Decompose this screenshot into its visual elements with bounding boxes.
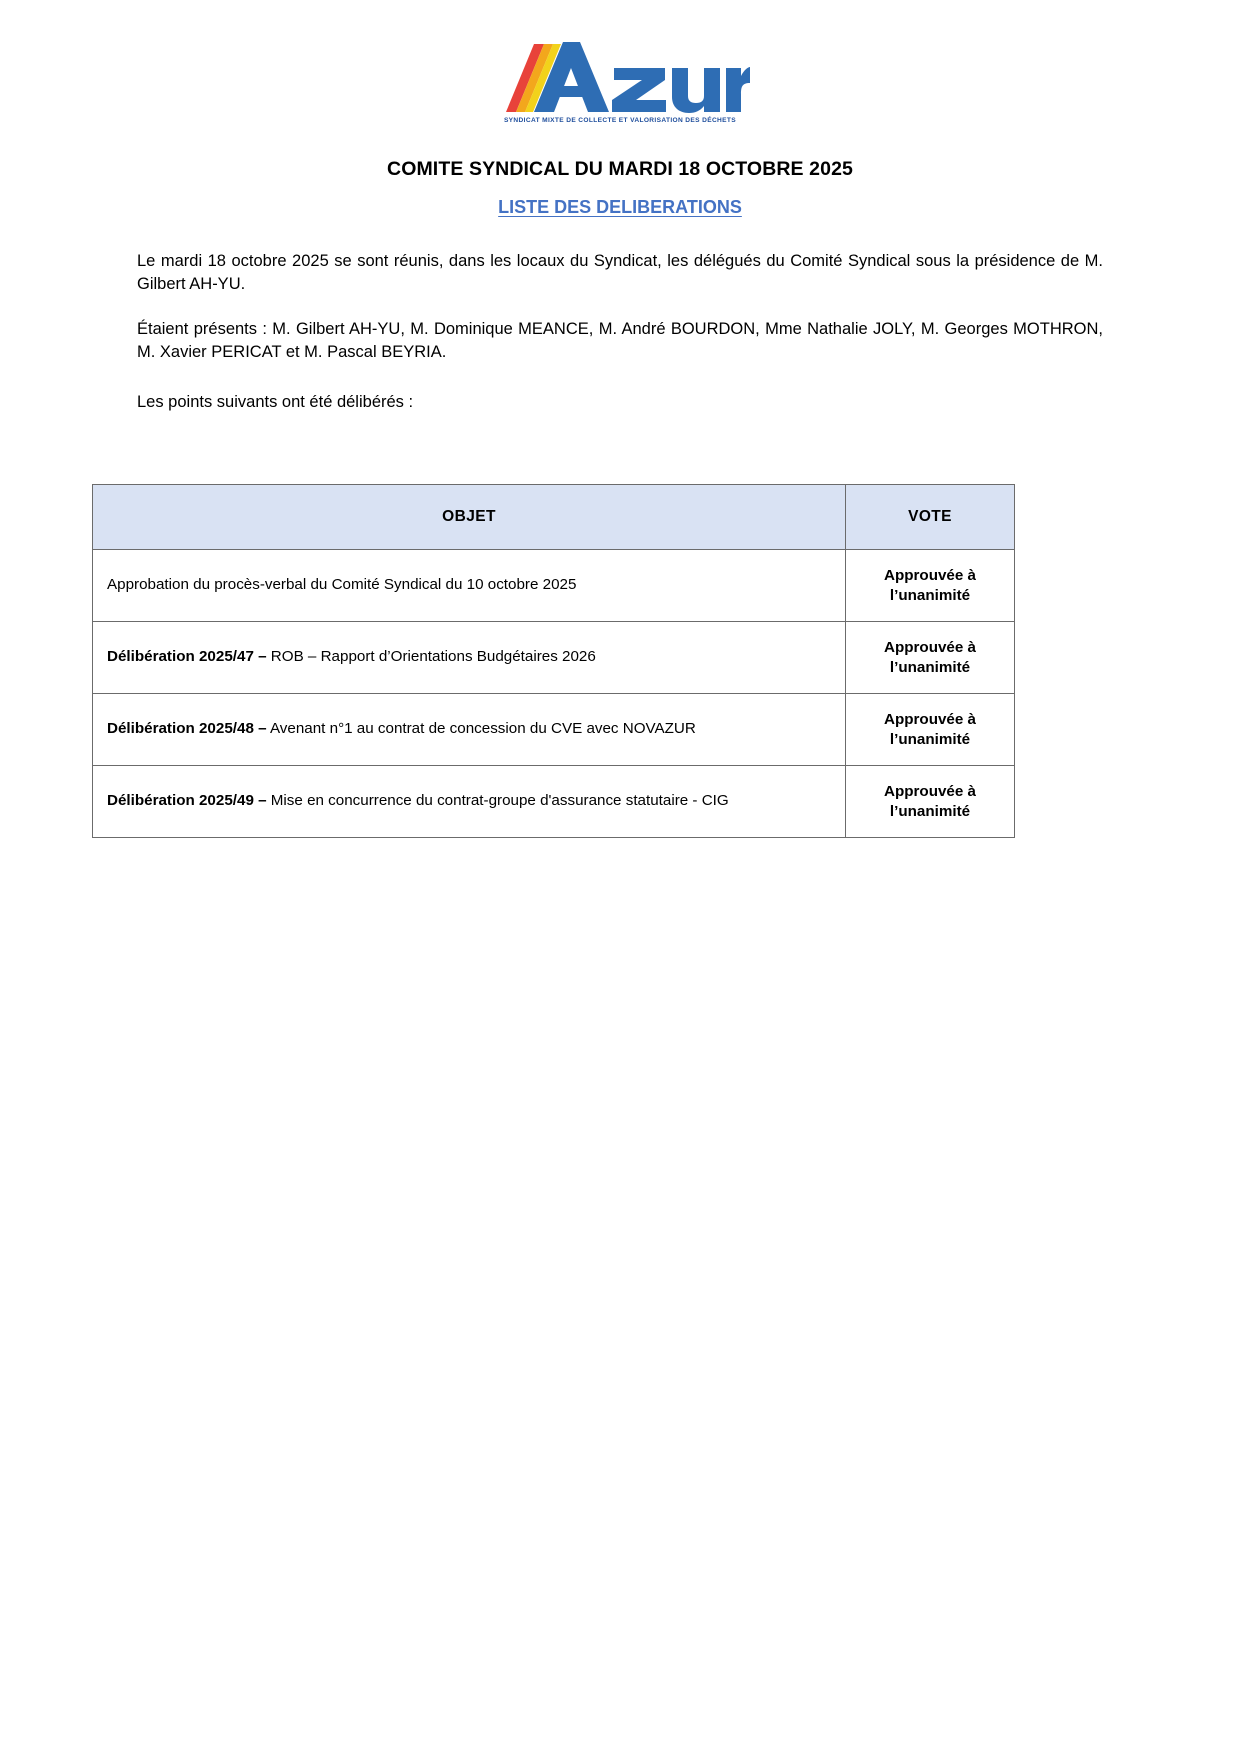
cell-vote: Approuvée à l’unanimité (846, 694, 1015, 766)
table-row (93, 622, 1015, 694)
intro-paragraph-3: Les points suivants ont été délibérés : (137, 392, 414, 411)
column-header-objet: OBJET (93, 485, 846, 550)
azur-logo-graphic (490, 38, 750, 116)
table-header-row (93, 485, 1015, 550)
cell-objet (93, 550, 846, 622)
deliberations-table-wrapper (0, 484, 1240, 838)
cell-objet-text: Mise en concurrence du contrat-groupe d'assurance statutaire - CIG (266, 792, 729, 810)
deliberations-table (92, 484, 1015, 838)
page-subtitle: LISTE DES DELIBERATIONS (498, 197, 742, 217)
table-row (93, 550, 1015, 622)
table-row (93, 766, 1015, 838)
logo-tagline: SYNDICAT MIXTE DE COLLECTE ET VALORISATION DES DÉCHETS (503, 117, 737, 124)
cell-objet (93, 622, 846, 694)
cell-objet (93, 694, 846, 766)
cell-objet (93, 766, 846, 838)
intro-paragraph-2: Étaient présents : M. Gilbert AH-YU, M. Dominique MEANCE, M. André BOURDON, Mme Nathalie JOLY, M. Georges MOTHRON, M. Xavier PERICAT et M. Pascal BEYRIA. (137, 319, 1103, 362)
table-head (93, 485, 1015, 550)
table-body (93, 550, 1015, 838)
intro-text-block (0, 218, 1240, 414)
logo-block (0, 0, 1240, 124)
cell-objet-text: Avenant n°1 au contrat de concession du CVE avec NOVAZUR (266, 720, 696, 738)
page-title: COMITE SYNDICAL DU MARDI 18 OCTOBRE 2025 (387, 158, 853, 180)
cell-vote: Approuvée à l’unanimité (846, 622, 1015, 694)
column-header-vote: VOTE (846, 485, 1015, 550)
cell-vote: Approuvée à l’unanimité (846, 766, 1015, 838)
cell-objet-lead: Délibération 2025/48 – (107, 720, 267, 738)
cell-objet-text: ROB – Rapport d’Orientations Budgétaires 2026 (266, 648, 596, 666)
intro-paragraph-1: Le mardi 18 octobre 2025 se sont réunis, dans les locaux du Syndicat, les délégués du Comité Syndical sous la présidence de M. Gilbert AH-YU. (137, 252, 1103, 294)
cell-objet-lead: Délibération 2025/49 – (107, 792, 267, 810)
azur-logo (490, 38, 750, 116)
cell-objet-lead: Délibération 2025/47 – (107, 648, 267, 666)
cell-objet-text: Approbation du procès-verbal du Comité Syndical du 10 octobre 2025 (107, 576, 577, 594)
table-row (93, 694, 1015, 766)
cell-vote: Approuvée à l’unanimité (846, 550, 1015, 622)
